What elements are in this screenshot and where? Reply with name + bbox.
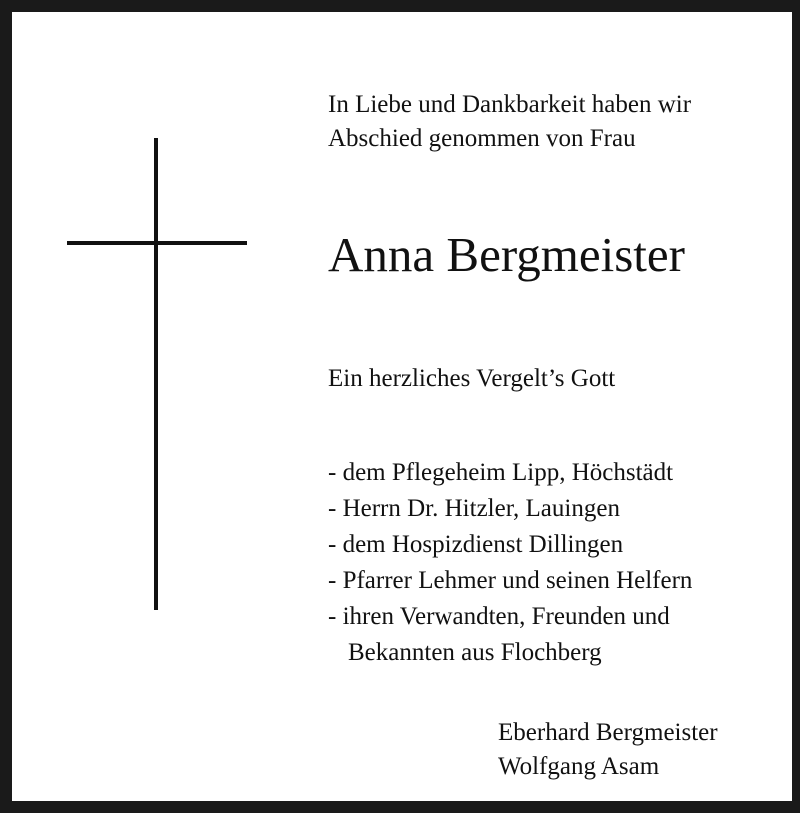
intro-line: Abschied genommen von Frau xyxy=(328,125,636,152)
thanks-list-item: - Pfarrer Lehmer und seinen Helfern xyxy=(328,567,693,594)
intro-line: In Liebe und Dankbarkeit haben wir xyxy=(328,91,692,118)
signers xyxy=(498,716,718,784)
deceased-name: Anna Bergmeister xyxy=(328,227,685,282)
signer-name: Wolfgang Asam xyxy=(498,753,660,780)
thanks-list xyxy=(328,455,692,671)
thanks-heading: Ein herzliches Vergelt’s Gott xyxy=(328,365,616,392)
thanks-list-item: - dem Pflegeheim Lipp, Höchstädt xyxy=(328,459,674,486)
thanks-list-item: - dem Hospizdienst Dillingen xyxy=(328,531,624,558)
intro-text xyxy=(328,88,691,156)
thanks-list-item: - ihren Verwandten, Freunden und xyxy=(328,603,670,630)
signer-name: Eberhard Bergmeister xyxy=(498,719,718,746)
cross-horizontal-beam xyxy=(67,241,247,245)
thanks-list-item-continuation: Bekannten aus Flochberg xyxy=(348,639,602,666)
cross-vertical-beam xyxy=(154,138,158,610)
thanks-list-item: - Herrn Dr. Hitzler, Lauingen xyxy=(328,495,620,522)
